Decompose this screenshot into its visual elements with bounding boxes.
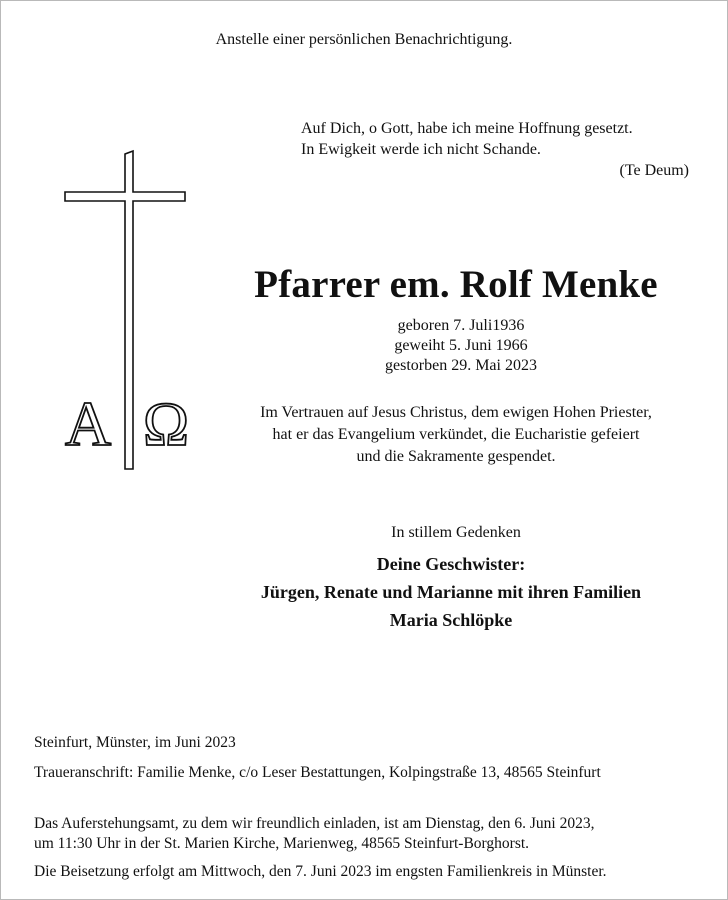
verse-line-2: In Ewigkeit werde ich nicht Schande.: [301, 141, 541, 158]
verse-line-1: Auf Dich, o Gott, habe ich meine Hoffnung gesetzt.: [301, 120, 633, 137]
deceased-name: Pfarrer em. Rolf Menke: [254, 263, 658, 306]
memory-intro: In stillem Gedenken: [391, 524, 521, 541]
service-line-2: um 11:30 Uhr in der St. Marien Kirche, Marienweg, 48565 Steinfurt-Borghorst.: [34, 835, 530, 852]
bible-verse: [301, 118, 689, 181]
death-date: gestorben 29. Mai 2023: [385, 357, 537, 374]
alpha-glyph: [65, 388, 111, 459]
mourning-address: Traueranschrift: Familie Menke, c/o Leser Bestattungen, Kolpingstraße 13, 48565 Steinfurt: [34, 764, 601, 781]
mourners-line-3: Maria Schlöpke: [389, 610, 513, 630]
place-date: Steinfurt, Münster, im Juni 2023: [34, 734, 236, 751]
svg-text:Ω: Ω: [143, 391, 190, 459]
cross-with-alpha-omega-icon: [45, 149, 215, 479]
birth-date: geboren 7. Juli1936: [397, 317, 525, 334]
mourners-list: [151, 550, 728, 634]
omega-glyph: [143, 391, 189, 459]
mourners-line-1: Deine Geschwister:: [376, 554, 526, 574]
tribute-text: [206, 402, 706, 468]
life-dates: [266, 316, 656, 376]
tribute-line-2: hat er das Evangelium verkündet, die Eucharistie gefeiert: [272, 426, 640, 443]
ordination-date: geweiht 5. Juni 1966: [394, 337, 528, 354]
tribute-line-3: und die Sakramente gespendet.: [356, 448, 556, 465]
tribute-line-1: Im Vertrauen auf Jesus Christus, dem ewigen Hohen Priester,: [260, 404, 652, 421]
svg-text:A: A: [65, 388, 112, 459]
notice-header: Anstelle einer persönlichen Benachrichtigung.: [215, 31, 513, 48]
service-info: [34, 814, 714, 854]
service-line-1: Das Auferstehungsamt, zu dem wir freundlich einladen, ist am Dienstag, den 6. Juni 2023,: [34, 815, 595, 832]
mourners-line-2: Jürgen, Renate und Marianne mit ihren Familien: [260, 582, 642, 602]
burial-info: Die Beisetzung erfolgt am Mittwoch, den 7. Juni 2023 im engsten Familienkreis in Münster.: [34, 863, 607, 880]
verse-source: (Te Deum): [619, 162, 689, 179]
